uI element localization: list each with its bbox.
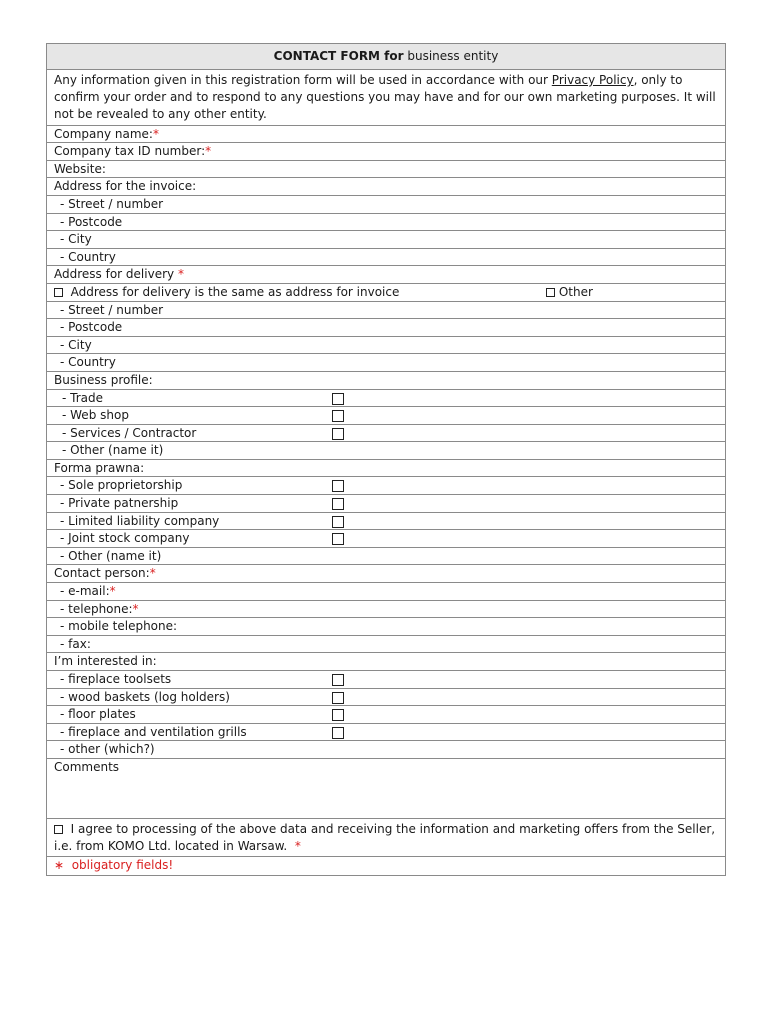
contact-form bbox=[46, 43, 726, 876]
interest-plates-row: - floor plates bbox=[47, 705, 725, 723]
trade-checkbox[interactable] bbox=[332, 393, 344, 405]
services-checkbox[interactable] bbox=[332, 428, 344, 440]
interest-other-field[interactable]: - other (which?) bbox=[47, 740, 725, 758]
legal-jsc-row: - Joint stock company bbox=[47, 529, 725, 547]
company-tax-id-field[interactable]: Company tax ID number:* bbox=[47, 142, 725, 160]
private-partnership-checkbox[interactable] bbox=[332, 498, 344, 510]
baskets-checkbox[interactable] bbox=[332, 692, 344, 704]
consent-row: I agree to processing of the above data and receiving the information and marketing offers from the Seller, i.e. from KOMO Ltd. located in Warsaw. * bbox=[47, 818, 725, 856]
obligatory-fields-note: ∗ obligatory fields! bbox=[47, 856, 725, 875]
invoice-city-field[interactable]: - City bbox=[47, 230, 725, 248]
consent-checkbox[interactable] bbox=[54, 825, 63, 834]
joint-stock-checkbox[interactable] bbox=[332, 533, 344, 545]
interests-heading: I’m interested in: bbox=[47, 652, 725, 670]
invoice-street-field[interactable]: - Street / number bbox=[47, 195, 725, 213]
plates-checkbox[interactable] bbox=[332, 709, 344, 721]
privacy-intro: Any information given in this registration form will be used in accordance with our Privacy Policy, only to confirm your order and to respond to any questions you may have and for our own marketing purposes. It will not be revealed to any other entity. bbox=[47, 69, 725, 125]
llc-checkbox[interactable] bbox=[332, 516, 344, 528]
toolsets-checkbox[interactable] bbox=[332, 674, 344, 686]
delivery-street-field[interactable]: - Street / number bbox=[47, 301, 725, 319]
delivery-options-row: Address for delivery is the same as address for invoice Other bbox=[47, 283, 725, 301]
interest-toolsets-row: - fireplace toolsets bbox=[47, 670, 725, 688]
interest-grills-row: - fireplace and ventilation grills bbox=[47, 723, 725, 741]
interest-baskets-row: - wood baskets (log holders) bbox=[47, 688, 725, 706]
comments-field[interactable]: Comments bbox=[47, 758, 725, 818]
webshop-checkbox[interactable] bbox=[332, 410, 344, 422]
asterisk-icon: ∗ bbox=[54, 858, 65, 873]
sole-proprietorship-checkbox[interactable] bbox=[332, 480, 344, 492]
privacy-policy-link[interactable]: Privacy Policy bbox=[551, 73, 634, 87]
fax-field[interactable]: - fax: bbox=[47, 635, 725, 653]
legal-private-row: - Private patnership bbox=[47, 494, 725, 512]
contact-person-field[interactable]: Contact person:* bbox=[47, 564, 725, 582]
other-address-checkbox[interactable] bbox=[546, 288, 555, 297]
legal-sole-row: - Sole proprietorship bbox=[47, 476, 725, 494]
invoice-country-field[interactable]: - Country bbox=[47, 248, 725, 266]
delivery-address-heading: Address for delivery * bbox=[47, 265, 725, 283]
legal-llc-row: - Limited liability company bbox=[47, 512, 725, 530]
other-address-option[interactable]: Other bbox=[546, 284, 593, 302]
telephone-field[interactable]: - telephone:* bbox=[47, 600, 725, 618]
delivery-city-field[interactable]: - City bbox=[47, 336, 725, 354]
invoice-address-heading: Address for the invoice: bbox=[47, 177, 725, 195]
same-address-checkbox[interactable] bbox=[54, 288, 63, 297]
company-name-field[interactable]: Company name:* bbox=[47, 125, 725, 143]
business-trade-row: - Trade bbox=[47, 389, 725, 407]
email-field[interactable]: - e-mail:* bbox=[47, 582, 725, 600]
delivery-postcode-field[interactable]: - Postcode bbox=[47, 318, 725, 336]
website-field[interactable]: Website: bbox=[47, 160, 725, 178]
business-other-field[interactable]: - Other (name it) bbox=[47, 441, 725, 459]
business-webshop-row: - Web shop bbox=[47, 406, 725, 424]
grills-checkbox[interactable] bbox=[332, 727, 344, 739]
invoice-postcode-field[interactable]: - Postcode bbox=[47, 213, 725, 231]
business-profile-heading: Business profile: bbox=[47, 371, 725, 389]
legal-form-heading: Forma prawna: bbox=[47, 459, 725, 477]
mobile-telephone-field[interactable]: - mobile telephone: bbox=[47, 617, 725, 635]
business-services-row: - Services / Contractor bbox=[47, 424, 725, 442]
legal-other-field[interactable]: - Other (name it) bbox=[47, 547, 725, 565]
delivery-country-field[interactable]: - Country bbox=[47, 353, 725, 371]
form-title: CONTACT FORM for business entity bbox=[47, 44, 725, 69]
